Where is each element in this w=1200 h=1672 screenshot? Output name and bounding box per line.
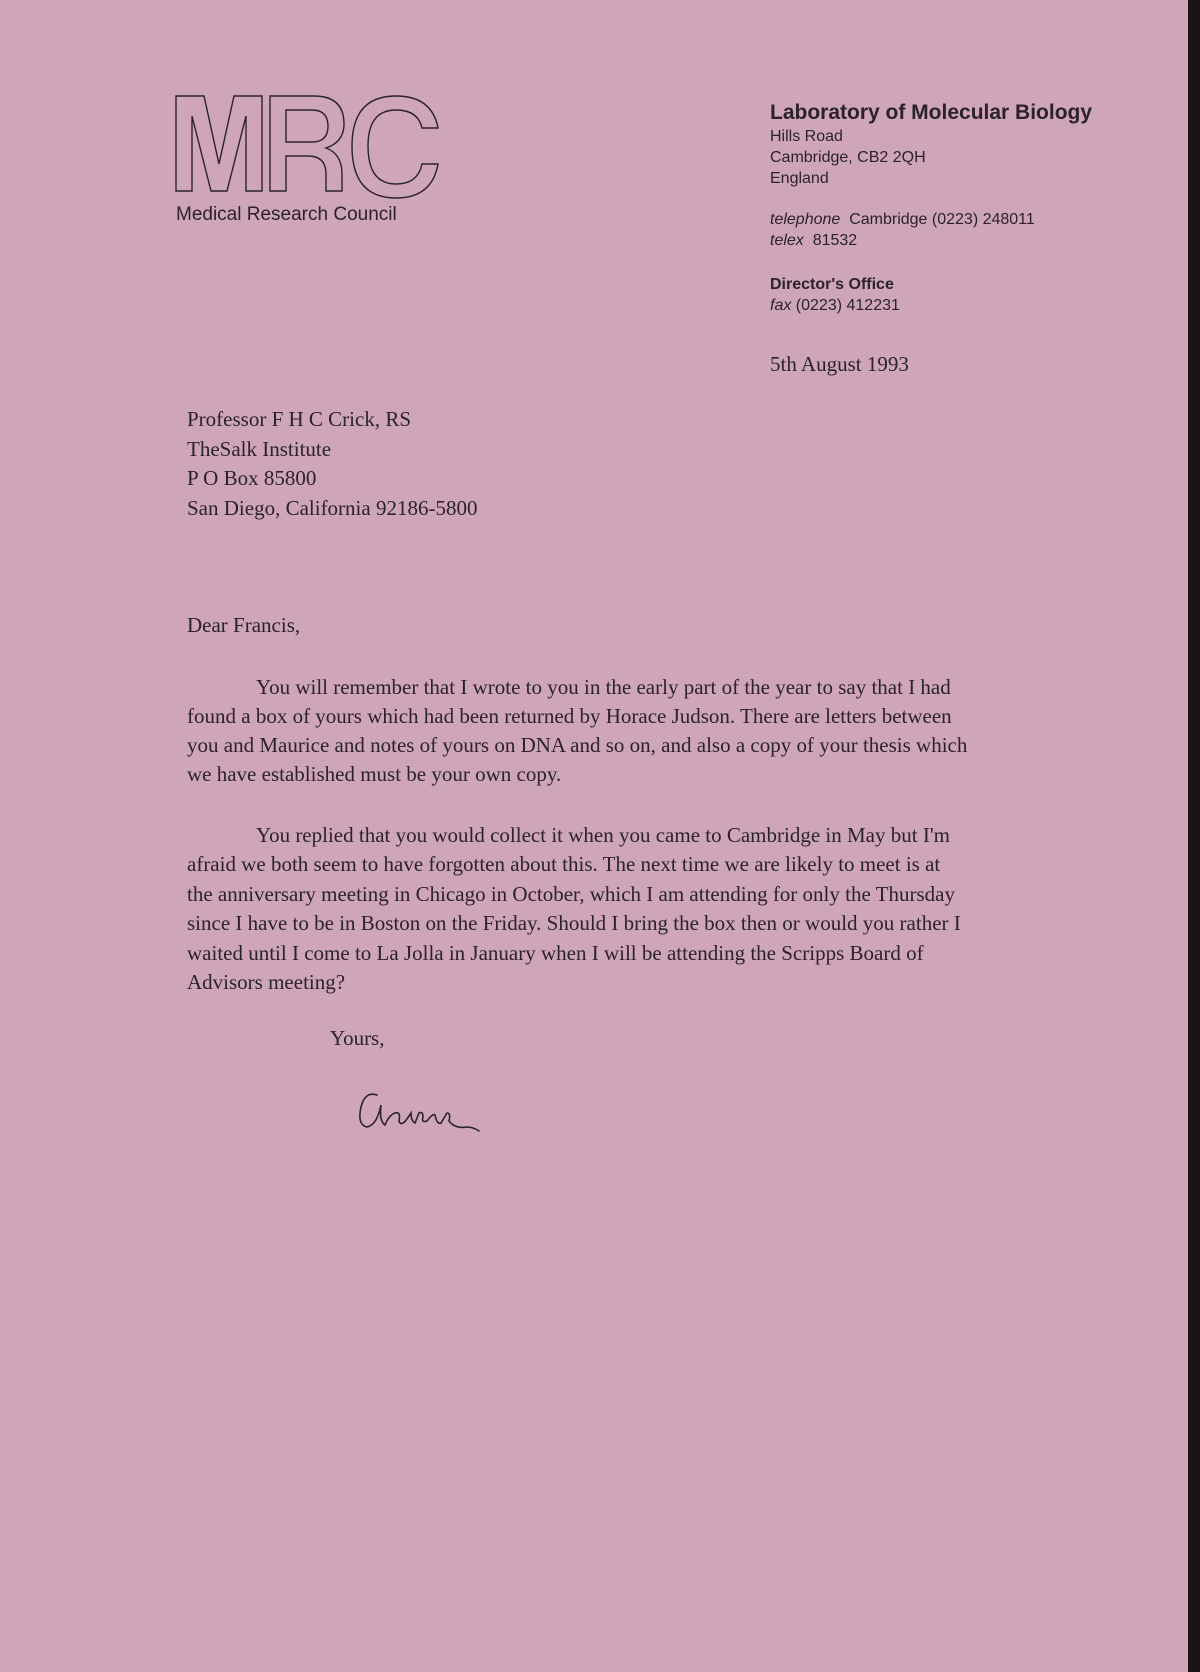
telex-value: 81532 <box>812 232 858 249</box>
salutation: Dear Francis, <box>187 613 301 637</box>
organization-name: Medical Research Council <box>176 204 397 225</box>
recipient-line: San Diego, California 92186-5800 <box>187 496 478 520</box>
paragraph-line: afraid we both seem to have forgotten about this. The next time we are likely to meet is at <box>187 852 941 876</box>
paragraph-line: You will remember that I wrote to you in the early part of the year to say that I had <box>256 675 951 699</box>
telephone-line <box>770 211 1035 229</box>
address-line: Hills Road <box>770 128 843 145</box>
paragraph-line: we have established must be your own copy. <box>187 762 562 786</box>
lab-name: Laboratory of Molecular Biology <box>770 101 1093 124</box>
recipient-line: TheSalk Institute <box>187 437 332 461</box>
paragraph-line: the anniversary meeting in Chicago in October, which I am attending for only the Thursday <box>187 882 955 906</box>
signature <box>355 1085 485 1140</box>
paragraph-line: Advisors meeting? <box>187 970 346 994</box>
scan-border <box>1188 0 1200 1672</box>
fax-value: (0223) 412231 <box>795 297 900 314</box>
telex-label: telex <box>770 232 804 249</box>
recipient-line: P O Box 85800 <box>187 466 317 490</box>
telephone-value: Cambridge (0223) 248011 <box>849 211 1035 228</box>
closing: Yours, <box>330 1026 385 1050</box>
office-name: Director's Office <box>770 276 894 293</box>
telex-line <box>770 232 857 250</box>
paragraph-line: You replied that you would collect it when you came to Cambridge in May but I'm <box>256 823 950 847</box>
fax-line <box>770 297 900 315</box>
recipient-line: Professor F H C Crick, RS <box>187 407 412 431</box>
paragraph-line: since I have to be in Boston on the Friday. Should I bring the box then or would you rather I <box>187 911 961 935</box>
mrc-logo <box>174 94 440 200</box>
letter-date: 5th August 1993 <box>770 352 909 376</box>
paragraph-line: waited until I come to La Jolla in January when I will be attending the Scripps Board of <box>187 941 924 965</box>
address-line: England <box>770 170 829 187</box>
telephone-label: telephone <box>770 211 841 228</box>
address-line: Cambridge, CB2 2QH <box>770 149 926 166</box>
paragraph-line: found a box of yours which had been returned by Horace Judson. There are letters between <box>187 704 952 728</box>
paragraph-line: you and Maurice and notes of yours on DNA and so on, and also a copy of your thesis which <box>187 733 968 757</box>
fax-label: fax <box>770 297 792 314</box>
